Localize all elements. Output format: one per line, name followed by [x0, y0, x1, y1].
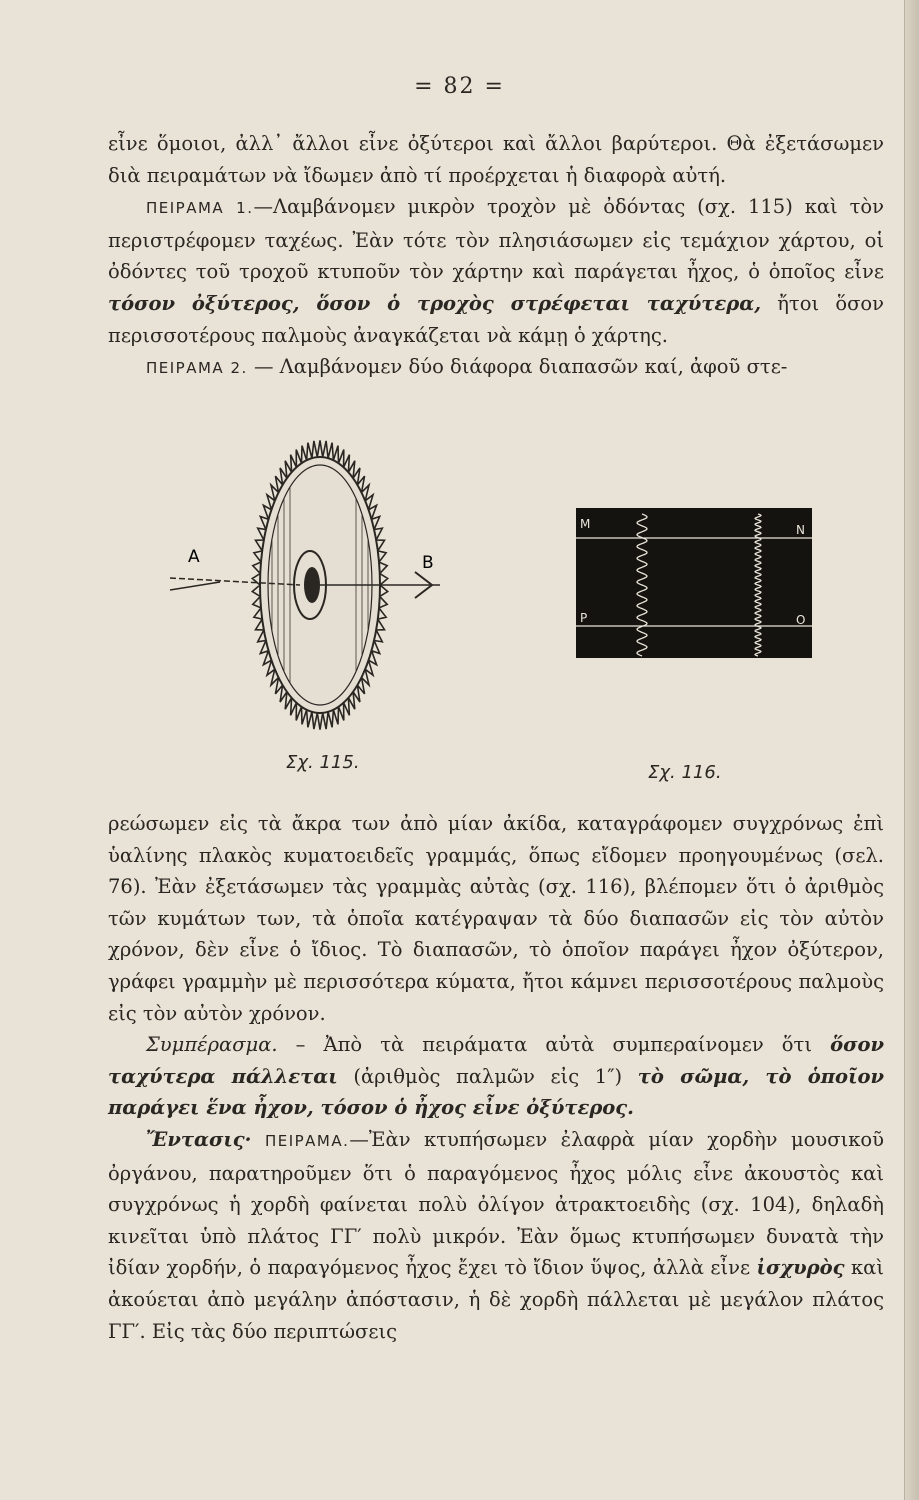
- paragraph-text: ρεώσωμεν εἰς τὰ ἄκρα των ἀπὸ μίαν ἀκίδα, καταγράφομεν συγχρόνως ἐπὶ ὑαλίνης πλακὸς κυματοειδεῖς γραμμάς, ὅπως εἴδομεν προηγουμένως (σελ. 76). Ἐὰν ἐξετάσωμεν τὰς γραμμὰς αὐτὰς (σχ. 116), βλέπομεν ὅτι ὁ ἀριθμὸς τῶν κυμάτων των, τὰ ὁποῖα κατέγραψαν τὰ δύο διαπασῶν εἰς τὸν αὐτὸν χρόνον, δὲν εἶνε ὁ ἴδιος. Τὸ διαπασῶν, τὸ ὁποῖον παράγει ἦχον ὀξύτερον, γράφει γραμμὴν μὲ περισσότερα κύματα, ἤτοι κάμνει περισσοτέρους παλμοὺς εἰς τὸν αὐτὸν χρόνον.: [108, 812, 884, 1025]
- figure-caption: Σχ. 115.: [286, 752, 360, 773]
- wave-trace-plate: [576, 508, 812, 658]
- figure-label-a: A: [188, 547, 200, 567]
- emphasis-text: ὅσον ταχύτερα πάλλεται: [108, 1033, 884, 1088]
- paragraph-text: (ἀριθμὸς παλμῶν εἰς 1″): [353, 1064, 623, 1088]
- paragraph: [108, 351, 884, 385]
- figure-toothed-wheel: [160, 440, 450, 730]
- paragraph-text: – Ἀπὸ τὰ πειράματα αὐτὰ συμπεραίνομεν ὅτι: [295, 1033, 812, 1057]
- page-edge: [904, 0, 919, 1500]
- section-label: Ἔντασις·: [146, 1127, 252, 1151]
- page-number: = 82 =: [414, 74, 505, 99]
- paragraph: [108, 1029, 884, 1124]
- emphasis-text: τὸ σῶμα, τὸ ὁποῖον παράγει ἕνα ἦχον, τόσον ὁ ἦχος εἶνε ὀξύτερος.: [108, 1064, 885, 1120]
- paragraph-text: —Λαμβάνομεν μικρὸν τροχὸν μὲ ὀδόντας (σχ. 115) καὶ τὸν περιστρέφομεν ταχέως. Ἐὰν τότε τὸν πλησιάσωμεν εἰς τεμάχιον χάρτου, οἱ ὀδόντες τοῦ τροχοῦ κτυποῦν τὸν χάρτην καὶ παράγεται ἦχος, ὁ ὁποῖος εἶνε: [108, 195, 884, 284]
- emphasis-text: ἰσχυρὸς: [756, 1256, 845, 1280]
- paragraph-text: — Λαμβάνομεν δύο διάφορα διαπασῶν καί, ἀφοῦ στε-: [253, 355, 788, 379]
- plate-label-m: M: [580, 517, 591, 531]
- experiment-label: ΠΕΙΡΑΜΑ 1.: [146, 199, 254, 218]
- paragraph: [108, 808, 884, 1029]
- paragraph: [108, 128, 884, 191]
- wheel-axle: [304, 567, 320, 603]
- figure-tuning-fork-traces: [576, 508, 812, 658]
- plate-label-p: P: [580, 611, 588, 625]
- paragraph: [108, 191, 884, 351]
- conclusion-label: Συμπέρασμα.: [146, 1033, 278, 1057]
- paragraph-text: —Ἐὰν κτυπήσωμεν ἐλαφρὰ μίαν χορδὴν μουσικοῦ ὀργάνου, παρατηροῦμεν ὅτι ὁ παραγόμενος ἦχος μόλις εἶνε ἀκουστὸς καὶ συγχρόνως ἡ χορδὴ φαίνεται πολὺ ὀλίγον ἀτρακτοειδὴς (σχ. 104), δηλαδὴ κινεῖται ὑπὸ πλάτος ΓΓ′ πολὺ μικρόν. Ἐὰν ὅμως κτυπήσωμεν δυνατὰ τὴν ἰδίαν χορδήν, ὁ παραγόμενος ἦχος ἔχει τὸ ἴδιον ὕψος, ἀλλὰ εἶνε: [108, 1127, 885, 1280]
- figure-label-b: B: [422, 553, 434, 573]
- paragraph-text: εἶνε ὅμοιοι, ἀλλ᾽ ἄλλοι εἶνε ὀξύτεροι καὶ ἄλλοι βαρύτεροι. Θὰ ἐξετάσωμεν διὰ πειραμάτων νὰ ἴδωμεν ἀπὸ τί προέρχεται ἡ διαφορὰ αὐτή.: [108, 132, 884, 187]
- bottom-text-block: [108, 808, 884, 1347]
- paragraph: [108, 1124, 884, 1347]
- plate-label-n: N: [796, 523, 805, 537]
- paragraph-text: ἤτοι ὅσον περισσοτέρους παλμοὺς ἀναγκάζεται νὰ κάμῃ ὁ χάρτης.: [108, 291, 884, 347]
- experiment-label: ΠΕΙΡΑΜΑ 2.: [146, 359, 248, 378]
- figure-caption: Σχ. 116.: [648, 762, 722, 783]
- toothed-wheel-illustration: [160, 440, 450, 730]
- plate-label-o: O: [796, 613, 806, 627]
- glass-plate: [576, 508, 812, 658]
- pointer-a: [170, 582, 220, 590]
- top-text-block: [108, 128, 884, 385]
- paragraph-text: καὶ ἀκούεται ἀπὸ μεγάλην ἀπόστασιν, ἡ δὲ χορδὴ πάλλεται μὲ μεγάλον πλάτος ΓΓ′. Εἰς τὰς δύο περιπτώσεις: [108, 1256, 884, 1343]
- emphasis-text: τόσον ὀξύτερος, ὅσον ὁ τροχὸς στρέφεται ταχύτερα,: [108, 291, 762, 315]
- experiment-label: ΠΕΙΡΑΜΑ.: [264, 1131, 350, 1150]
